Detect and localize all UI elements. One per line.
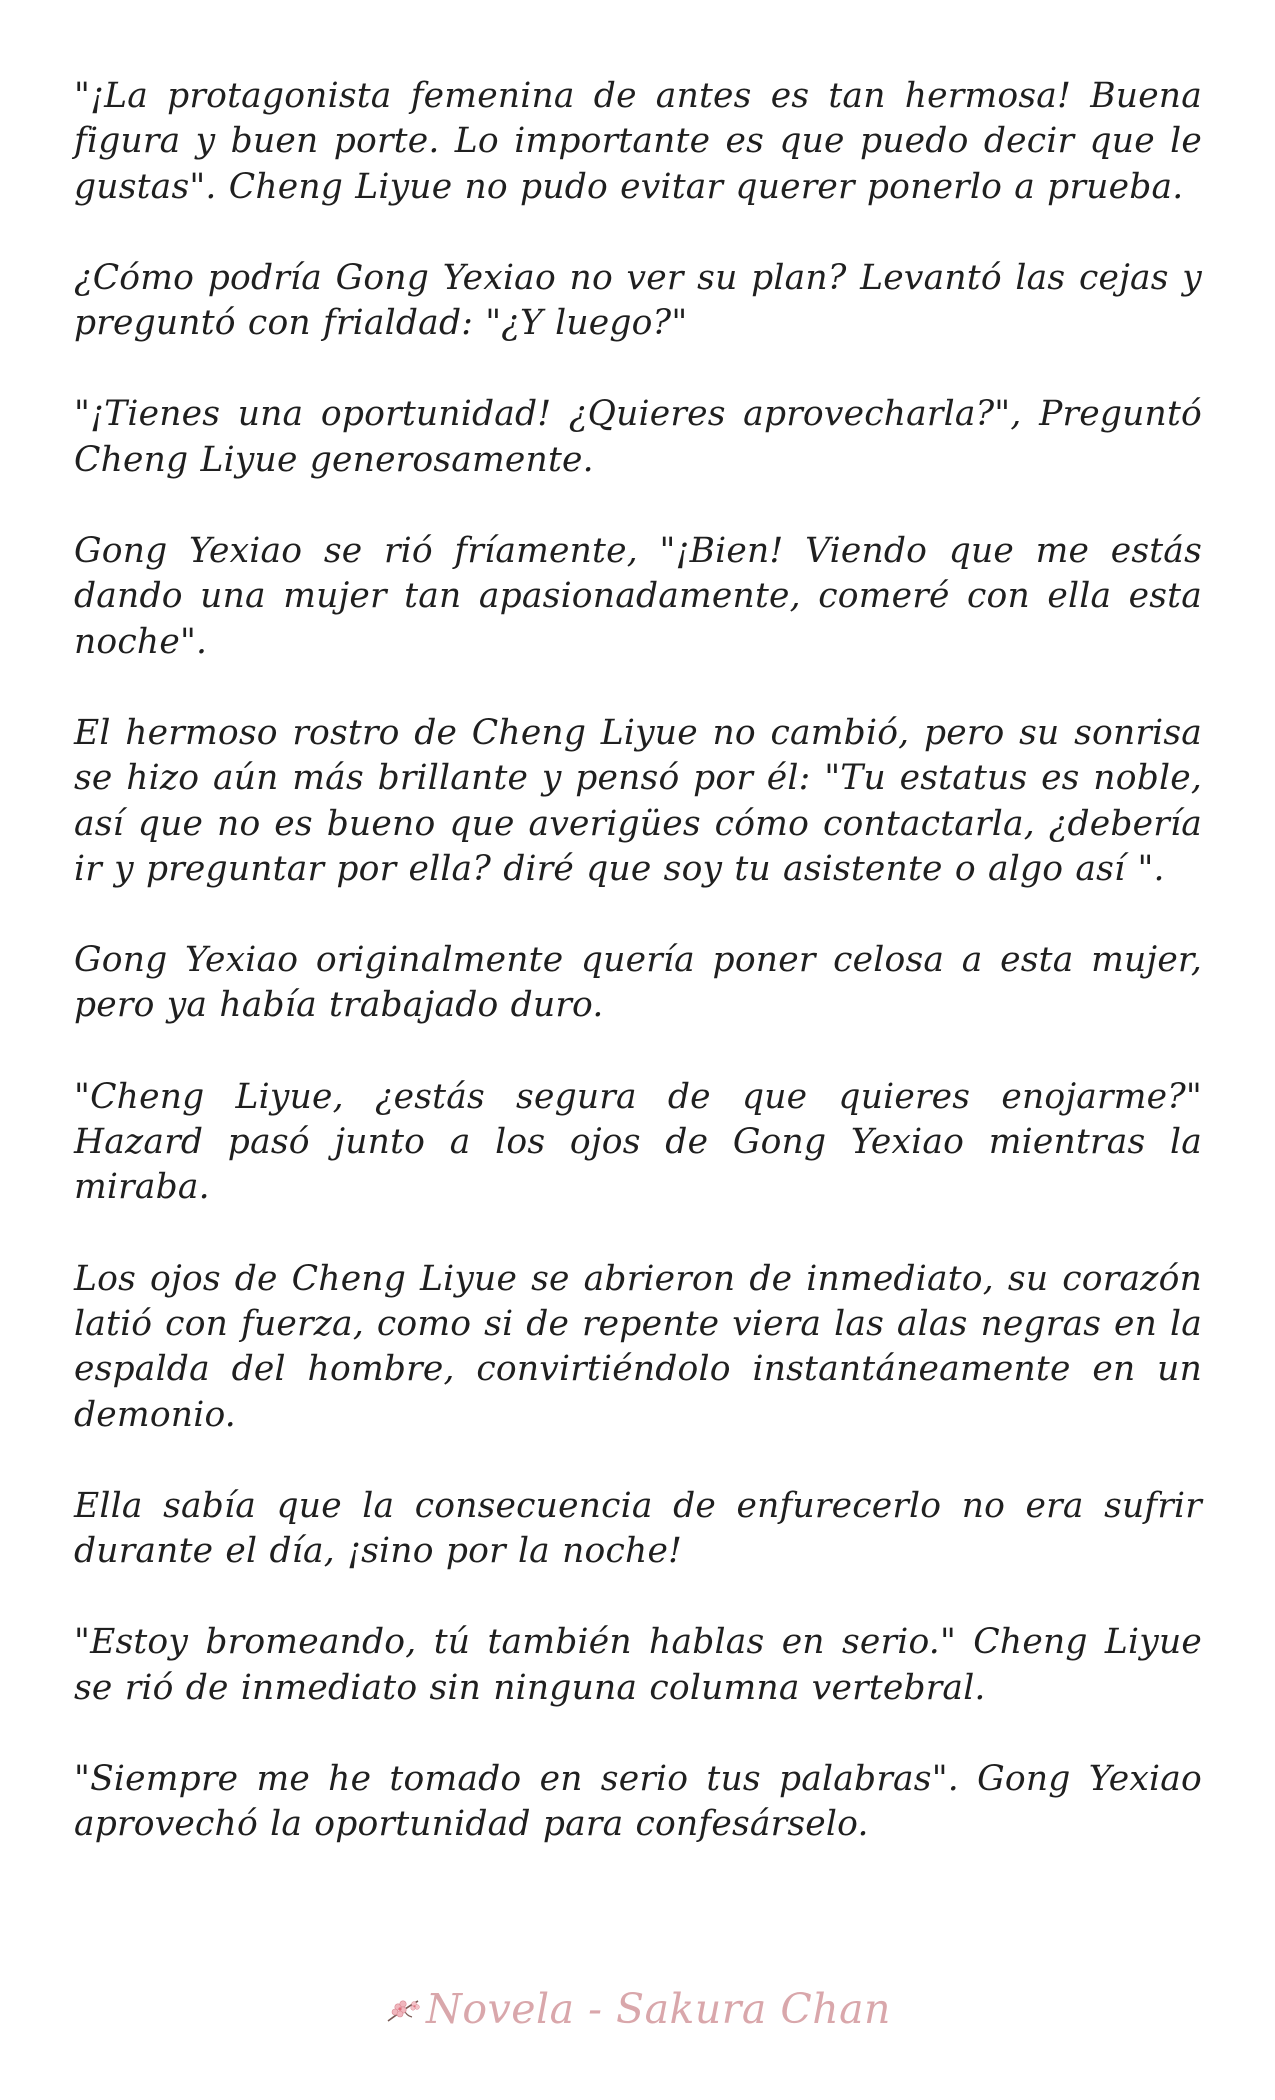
paragraph-11: "Siempre me he tomado en serio tus palabras". Gong Yexiao aprovechó la oportunidad para confesárselo. [74, 1759, 1202, 1845]
watermark-text: Novela - Sakura Chan [426, 1985, 891, 2033]
paragraph-9: Ella sabía que la consecuencia de enfurecerlo no era sufrir durante el día, ¡sino por la noche! [74, 1485, 1202, 1572]
paragraph-1: "¡La protagonista femenina de antes es tan hermosa! Buena figura y buen porte. Lo importante es que puedo decir que le gustas". Cheng Liyue no pudo evitar querer ponerlo a prueba. [74, 76, 1202, 207]
watermark [0, 1985, 1275, 2033]
cherry-blossom-icon [384, 1987, 424, 2017]
paragraph-8: Los ojos de Cheng Liyue se abrieron de inmediato, su corazón latió con fuerza, como si de repente viera las alas negras en la espalda del hombre, convirtiéndolo instantáneamente en un demonio. [74, 1258, 1202, 1435]
paragraph-3: "¡Tienes una oportunidad! ¿Quieres aprovecharla?", Preguntó Cheng Liyue generosamente. [74, 394, 1202, 480]
paragraph-10: "Estoy bromeando, tú también hablas en serio." Cheng Liyue se rió de inmediato sin ninguna columna vertebral. [74, 1622, 1202, 1708]
paragraph-6: Gong Yexiao originalmente quería poner celosa a esta mujer, pero ya había trabajado duro. [74, 940, 1202, 1026]
paragraph-2: ¿Cómo podría Gong Yexiao no ver su plan? Levantó las cejas y preguntó con frialdad: "¿Y luego?" [74, 257, 1202, 344]
paragraph-7: "Cheng Liyue, ¿estás segura de que quieres enojarme?" Hazard pasó junto a los ojos de Gong Yexiao mientras la miraba. [74, 1076, 1202, 1208]
document-body [74, 74, 1202, 1894]
paragraph-5: El hermoso rostro de Cheng Liyue no cambió, pero su sonrisa se hizo aún más brillante y pensó por él: "Tu estatus es noble, así que no es bueno que averigües cómo contactarla, ¿debería ir y preguntar por ella? diré que soy tu asistente o algo así ". [74, 712, 1202, 889]
paragraph-4: Gong Yexiao se rió fríamente, "¡Bien! Viendo que me estás dando una mujer tan apasionadamente, comeré con ella esta noche". [74, 531, 1202, 662]
